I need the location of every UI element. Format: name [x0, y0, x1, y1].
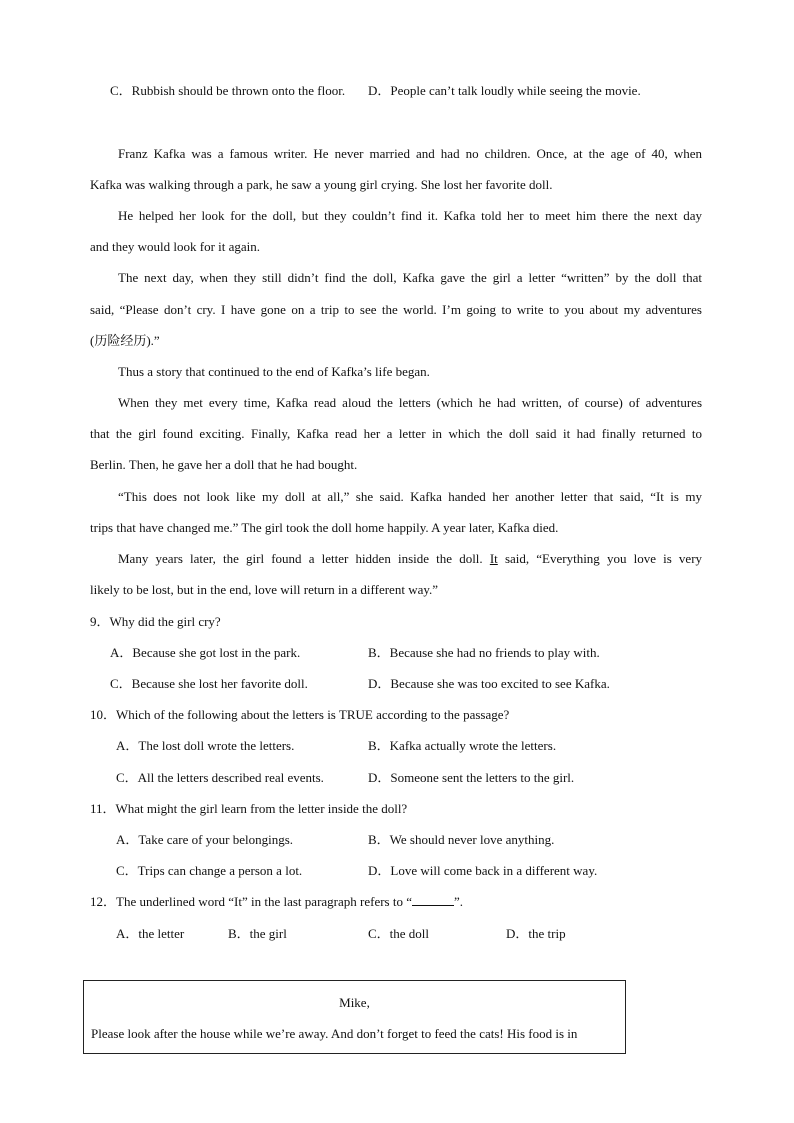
question-12-stem-text: 12．The underlined word “It” in the last paragraph refers to “ [90, 894, 412, 909]
question-9-option-b: B．Because she had no friends to play with. [368, 645, 600, 660]
question-11-stem: 11．What might the girl learn from the letter inside the doll? [90, 801, 408, 816]
passage-text: said, “Everything you love is very [504, 551, 703, 566]
question-12-option-c: C．the doll [368, 926, 430, 941]
passage-line: He helped her look for the doll, but they couldn’t find it. Kafka told her to meet him there the next day [118, 208, 702, 223]
question-11-option-c: C．Trips can change a person a lot. [116, 863, 303, 878]
passage-line: that the girl found exciting. Finally, Kafka read her a letter in which the doll said it had finally returned to [90, 426, 702, 441]
question-10-option-d: D．Someone sent the letters to the girl. [368, 770, 575, 785]
question-9-option-c: C．Because she lost her favorite doll. [110, 676, 308, 691]
passage-line: trips that have changed me.” The girl took the doll home happily. A year later, Kafka died. [90, 520, 559, 535]
question-10-stem: 10．Which of the following about the letters is TRUE according to the passage? [90, 707, 510, 722]
question-12-option-d: D．the trip [506, 926, 566, 941]
passage-line: Franz Kafka was a famous writer. He never married and had no children. Once, at the age of 40, when [118, 146, 702, 161]
question-10-option-a: A．The lost doll wrote the letters. [116, 738, 295, 753]
question-9-option-d: D．Because she was too excited to see Kafka. [368, 676, 610, 691]
note-body: Please look after the house while we’re away. And don’t forget to feed the cats! His food is in [91, 1026, 578, 1041]
question-11-option-a: A．Take care of your belongings. [116, 832, 294, 847]
question-10-option-c: C．All the letters described real events. [116, 770, 324, 785]
question-12-option-a: A．the letter [116, 926, 185, 941]
option-d-prev: D．People can’t talk loudly while seeing the movie. [368, 83, 641, 98]
passage-line: Berlin. Then, he gave her a doll that he had bought. [90, 457, 358, 472]
passage-line: (历险经历).” [90, 333, 160, 348]
underlined-word-it: It [489, 551, 498, 566]
question-12-stem [90, 894, 463, 910]
passage-line [118, 551, 702, 567]
note-box [83, 980, 626, 1054]
passage-line: said, “Please don’t cry. I have gone on a trip to see the world. I’m going to write to you about my adventures [90, 302, 702, 317]
passage-text: Many years later, the girl found a letter hidden inside the doll. [118, 551, 483, 566]
option-c-prev: C．Rubbish should be thrown onto the floor. [110, 83, 346, 98]
note-greeting: Mike, [339, 995, 370, 1010]
question-12-option-b: B．the girl [228, 926, 287, 941]
question-12-stem-end: ”. [454, 894, 464, 909]
question-10-option-b: B．Kafka actually wrote the letters. [368, 738, 557, 753]
question-11-option-b: B．We should never love anything. [368, 832, 555, 847]
question-9-stem: 9．Why did the girl cry? [90, 614, 221, 629]
question-9-option-a: A．Because she got lost in the park. [110, 645, 301, 660]
passage-line: and they would look for it again. [90, 239, 261, 254]
passage-line: Kafka was walking through a park, he saw a young girl crying. She lost her favorite doll. [90, 177, 553, 192]
passage-line: The next day, when they still didn’t find the doll, Kafka gave the girl a letter “written” by the doll that [118, 270, 702, 285]
passage-line: likely to be lost, but in the end, love will return in a different way.” [90, 582, 439, 597]
passage-line: “This does not look like my doll at all,” she said. Kafka handed her another letter that said, “It is my [118, 489, 702, 504]
passage-line: When they met every time, Kafka read aloud the letters (which he had written, of course) of adventures [118, 395, 702, 410]
answer-blank [412, 894, 454, 906]
question-11-option-d: D．Love will come back in a different way. [368, 863, 598, 878]
passage-line: Thus a story that continued to the end of Kafka’s life began. [118, 364, 430, 379]
